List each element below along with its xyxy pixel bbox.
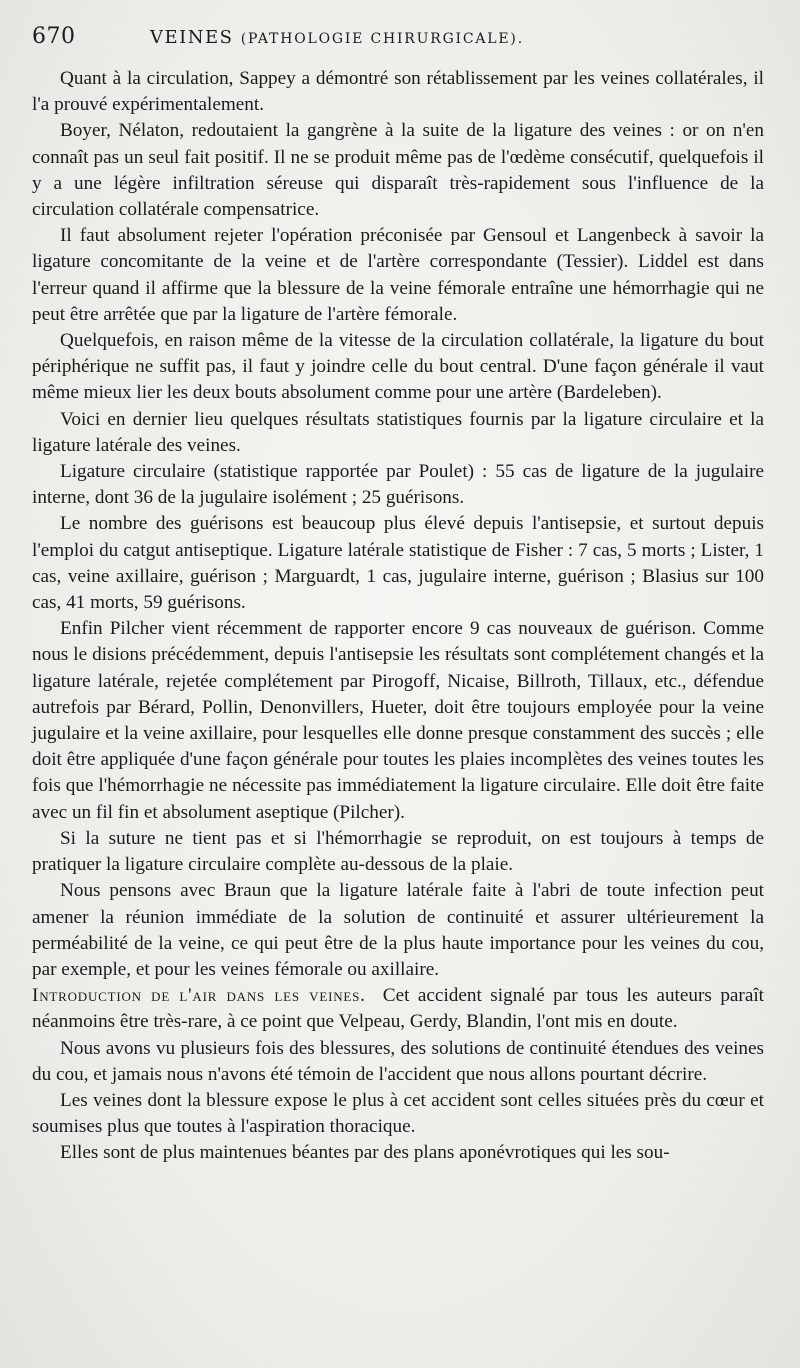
- paragraph: Nous pensons avec Braun que la ligature latérale faite à l'abri de toute infection peut amener la réunion immédiate de la solution de continuité et assurer ultérieurement la perméabilité de la veine, ce qui peut être de la plus haute importance pour les veines du cou, par exemple, et pour les veines fémorale ou axillaire.: [32, 880, 764, 980]
- paragraph: Le nombre des guérisons est beaucoup plus élevé depuis l'antisepsie, et surtout depuis l'emploi du catgut antiseptique. Ligature latérale statistique de Fisher : 7 cas, 5 morts ; Lister, 1 cas, veine axillaire, guérison ; Marguardt, 1 cas, jugulaire interne, guérison ; Blasius sur 100 cas, 41 morts, 59 guérisons.: [32, 513, 764, 614]
- paragraph: Si la suture ne tient pas et si l'hémorrhagie se reproduit, on est toujours à temps de pratiquer la ligature circulaire complète au-dessous de la plaie.: [32, 827, 764, 876]
- paragraph: Boyer, Nélaton, redoutaient la gangrène à la suite de la ligature des veines : or on n'en connaît pas un seul fait positif. Il ne se produit même pas de l'œdème consécutif, quelquefois il y a une légère infiltration séreuse qui disparaît très-rapidement sous l'influence de la circulation collatérale compensatrice.: [32, 120, 764, 221]
- page-header: [32, 24, 764, 54]
- section-first-text: Cet accident signalé par tous les auteurs paraît néanmoins être très-rare, à ce point que Velpeau, Gerdy, Blandin, l'ont mis en doute.: [32, 985, 765, 1033]
- paragraph: Voici en dernier lieu quelques résultats statistiques fournis par la ligature circulaire et la ligature latérale des veines.: [32, 408, 764, 456]
- paragraph: Quant à la circulation, Sappey a démontré son rétablissement par les veines collatérales, il l'a prouvé expérimentalement.: [32, 68, 764, 116]
- page-number: 670: [32, 24, 76, 49]
- body-text: [32, 66, 764, 1167]
- paragraph: Enfin Pilcher vient récemment de rapporter encore 9 cas nouveaux de guérison. Comme nous le disions précédemment, depuis l'antisepsie les résultats sont complétement changés et la ligature latérale, rejetée complétement par Pirogoff, Nicaise, Billroth, Tillaux, etc., défendue autrefois par Bérard, Pollin, Denonvillers, Hueter, doit être toujours employée pour la veine jugulaire et la veine axillaire, pour lesquelles elle donne presque constamment des succès ; elle doit être appliquée d'une façon générale pour toutes les plaies incomplètes des veines toutes les fois que l'hémorrhagie ne nécessite pas immédiatement la ligature circulaire. Elle doit être faite avec un fil fin et absolument aseptique (Pilcher).: [32, 618, 764, 823]
- section-paragraph: [32, 983, 764, 1035]
- paragraph: Elles sont de plus maintenues béantes par des plans aponévrotiques qui les sou-: [60, 1142, 670, 1164]
- section-heading: Introduction de l'air dans les veines.: [32, 985, 366, 1007]
- running-head-sub: (PATHOLOGIE CHIRURGICALE).: [240, 31, 524, 47]
- paragraph: Quelquefois, en raison même de la vitesse de la circulation collatérale, la ligature du bout périphérique ne suffit pas, il faut y joindre celle du bout central. D'une façon générale il vaut même mieux lier les deux bouts absolument comme pour une artère (Bardeleben).: [32, 330, 764, 404]
- paragraph: Il faut absolument rejeter l'opération préconisée par Gensoul et Langenbeck à savoir la ligature concomitante de la veine et de l'artère correspondante (Tessier). Liddel est dans l'erreur quand il affirme que la blessure de la veine fémorale entraîne une hémorrhagie qui ne peut être arrêtée que par la ligature de l'artère fémorale.: [32, 225, 764, 325]
- running-head: [150, 27, 524, 48]
- running-head-main: VEINES: [150, 27, 234, 48]
- paragraph: Les veines dont la blessure expose le plus à cet accident sont celles situées près du cœur et soumises plus que toutes à l'aspiration thoracique.: [32, 1089, 764, 1138]
- paragraph: Ligature circulaire (statistique rapportée par Poulet) : 55 cas de ligature de la jugulaire interne, dont 36 de la jugulaire isolément ; 25 guérisons.: [32, 461, 764, 509]
- paragraph: Nous avons vu plusieurs fois des blessures, des solutions de continuité étendues des veines du cou, et jamais nous n'avons été témoin de l'accident que nous allons pourtant décrire.: [32, 1037, 764, 1085]
